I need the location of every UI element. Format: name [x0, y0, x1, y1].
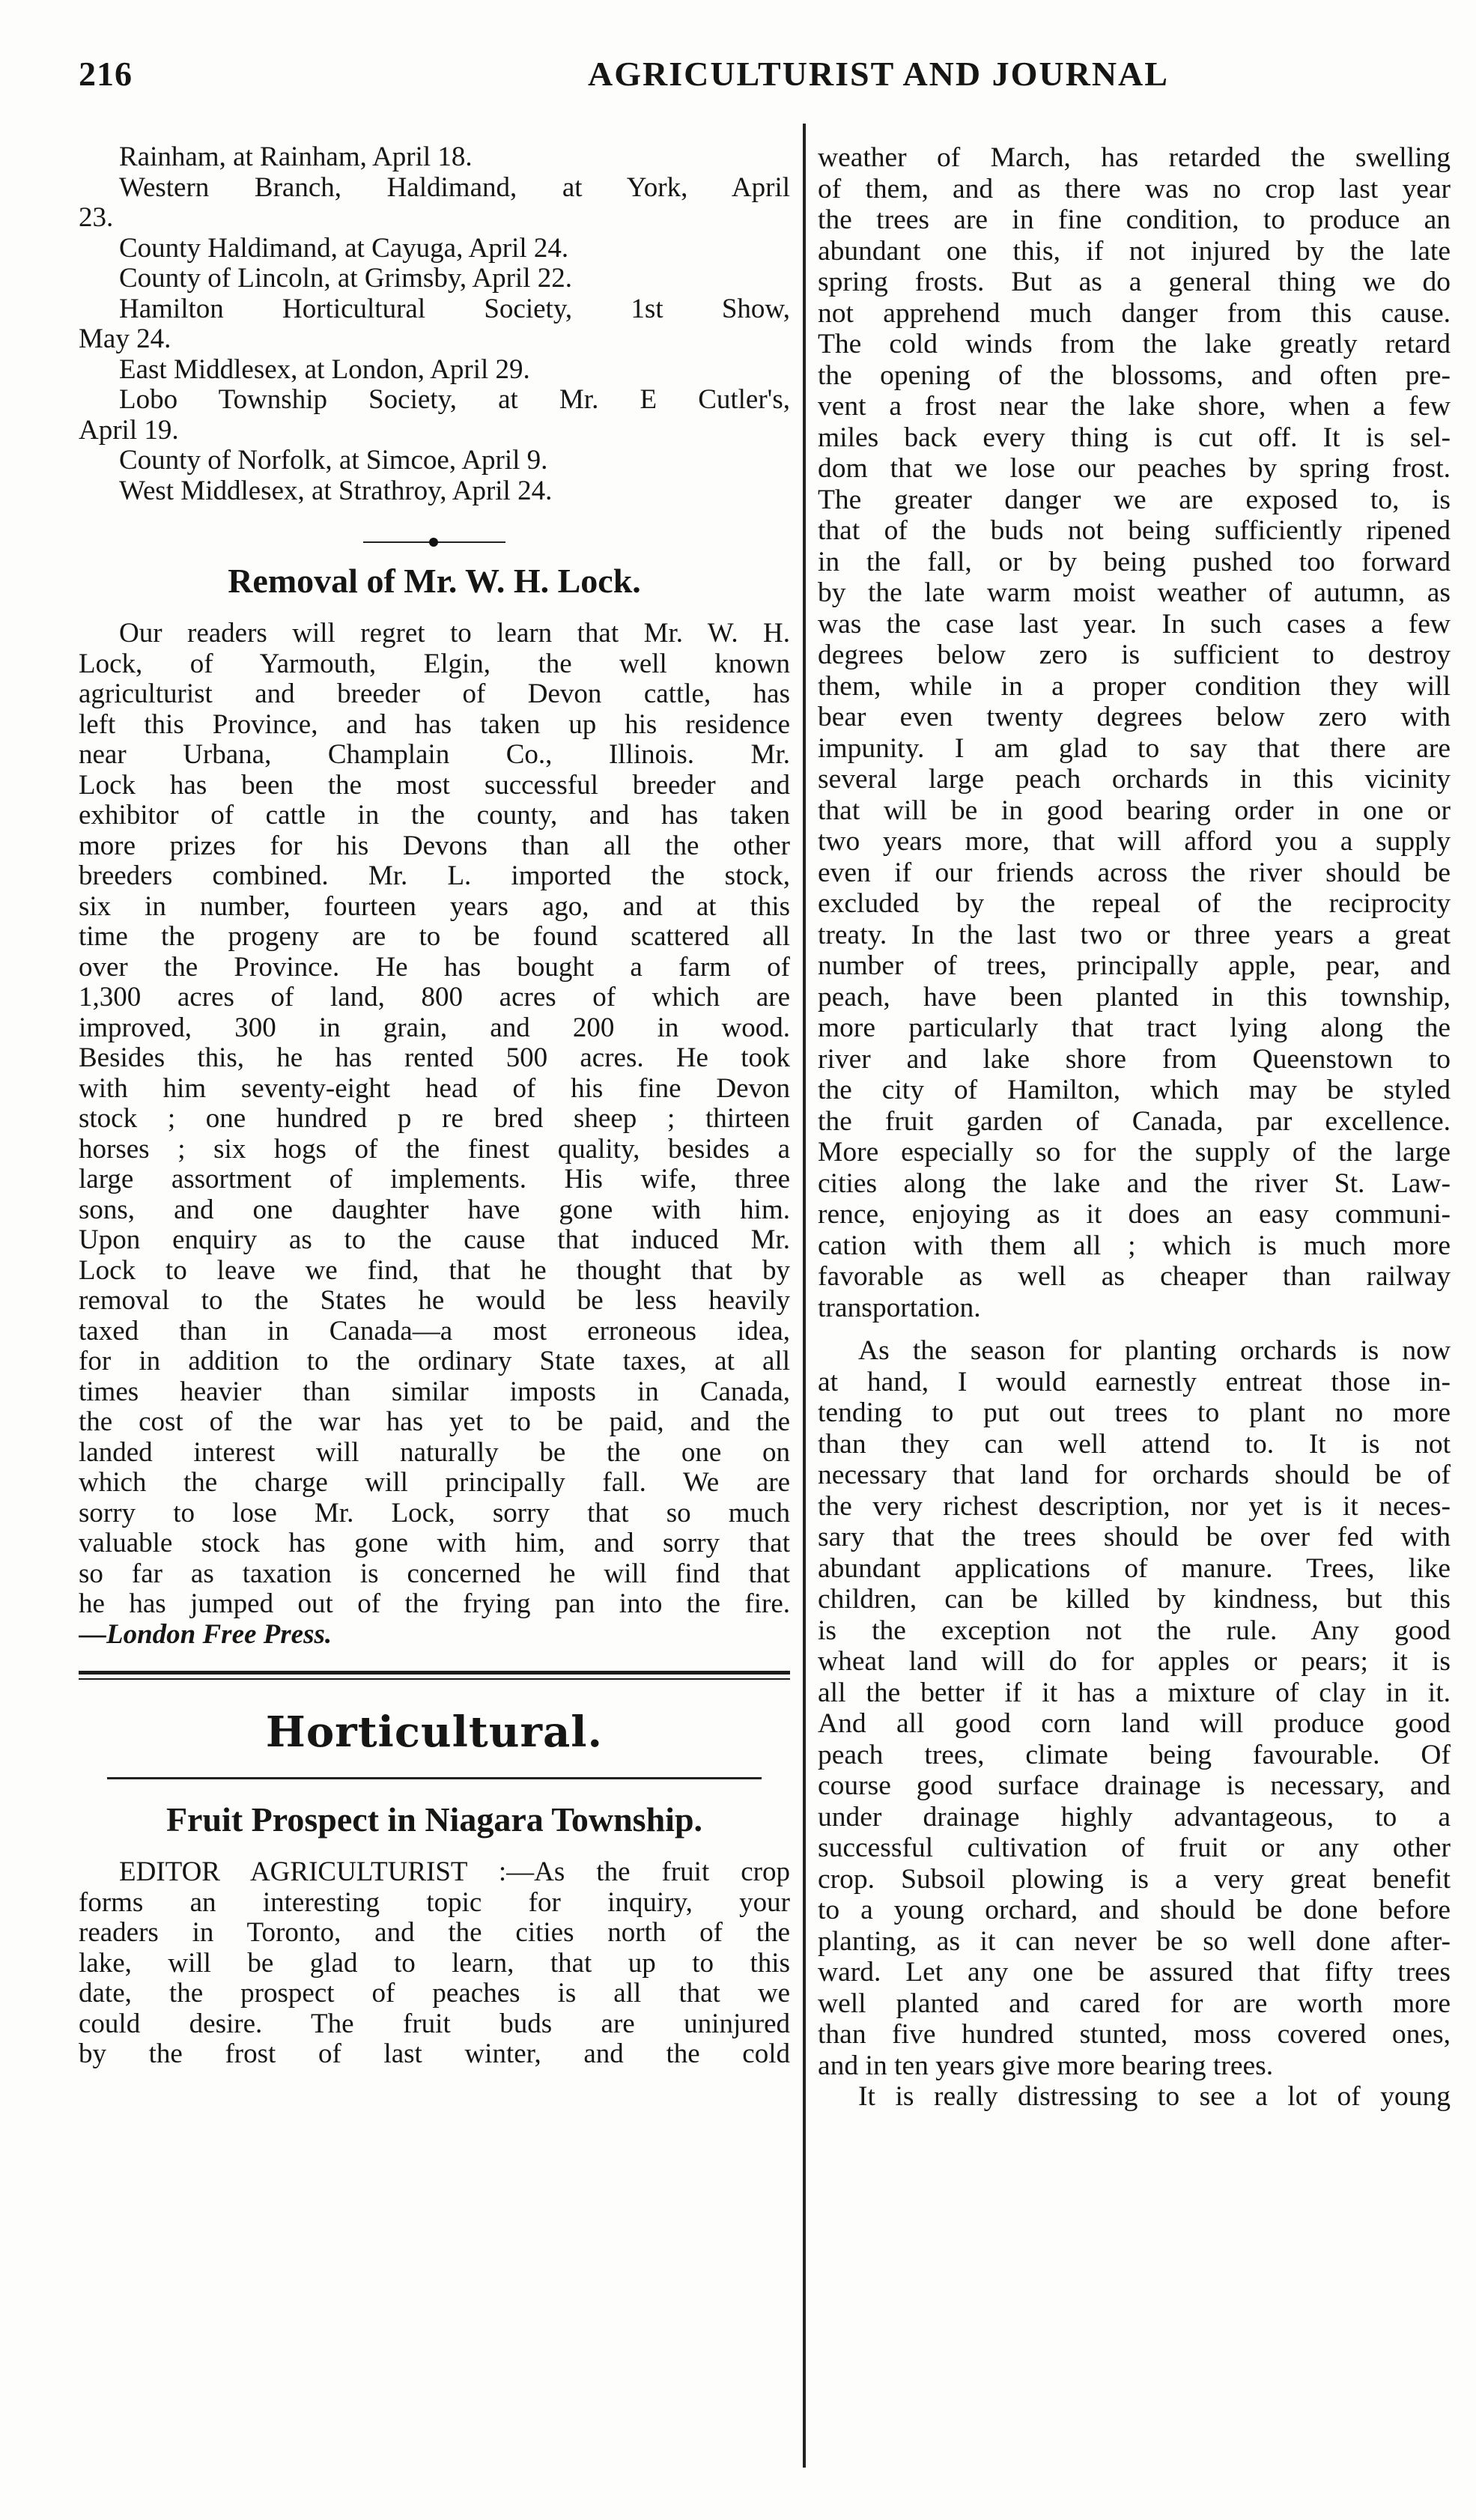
text-line: landed interest will naturally be the one on	[79, 1437, 790, 1468]
separator-dot	[429, 538, 438, 547]
text-line: could desire. The fruit buds are uninjured	[79, 2009, 790, 2039]
text-line: stock ; one hundred p re bred sheep ; thirteen	[79, 1104, 790, 1134]
text-line: —London Free Press.	[79, 1619, 332, 1650]
text-line: for in addition to the ordinary State taxes, at all	[79, 1346, 790, 1376]
text-line: 1,300 acres of land, 800 acres of which are	[79, 983, 790, 1012]
text-line: which the charge will principally fall. We are	[79, 1468, 790, 1498]
text-line: the cost of the war has yet to be paid, and the	[79, 1407, 790, 1437]
left-column	[79, 142, 790, 2070]
section-double-rule	[79, 1671, 790, 1686]
text-line: that of the buds not being sufficiently ripened	[818, 515, 1451, 546]
text-line: by the late warm moist weather of autumn, as	[818, 577, 1451, 608]
text-line: West Middlesex, at Strathroy, April 24.	[119, 476, 553, 506]
heading-rule	[107, 1777, 762, 1779]
text-line: sorry to lose Mr. Lock, sorry that so much	[79, 1498, 790, 1528]
text-line: taxed than in Canada—a most erroneous idea,	[79, 1316, 790, 1346]
text-line: the opening of the blossoms, and often pre-	[818, 359, 1451, 391]
text-line: in the fall, or by being pushed too forward	[818, 546, 1451, 577]
section-separator	[79, 532, 790, 553]
text-line: six in number, fourteen years ago, and at this	[79, 891, 790, 922]
text-line: was the case last year. In such cases a few	[818, 608, 1451, 640]
text-line: Lock to leave we find, that he thought that by	[79, 1255, 790, 1286]
paragraph-gap	[818, 1323, 1451, 1335]
text-line: treaty. In the last two or three years a great	[818, 919, 1451, 950]
text-line: ward. Let any one be assured that fifty trees	[818, 1957, 1451, 1988]
text-line: by the frost of last winter, and the cold	[79, 2039, 790, 2069]
thin-rule	[79, 1678, 790, 1680]
removal-article-title: Removal of Mr. W. H. Lock.	[228, 562, 641, 600]
text-line: is the exception not the rule. Any good	[818, 1615, 1451, 1646]
text-line: more particularly that tract lying along the	[818, 1012, 1451, 1043]
text-line: exhibitor of cattle in the county, and has taken	[79, 801, 790, 831]
text-line: rence, enjoying as it does an easy communi-	[818, 1199, 1451, 1230]
text-line: removal to the States he would be less heavily	[79, 1286, 790, 1316]
text-line: the city of Hamilton, which may be styled	[818, 1075, 1451, 1105]
text-line: even if our friends across the river should be	[818, 857, 1451, 888]
text-line: lake, will be glad to learn, that up to this	[79, 1948, 790, 1979]
text-line: with him seventy-eight head of his fine Devon	[79, 1073, 790, 1104]
text-line: valuable stock has gone with him, and sorry that	[79, 1528, 790, 1558]
text-line: children, can be killed by kindness, but this	[818, 1584, 1451, 1615]
text-line: spring frosts. But as a general thing we do	[818, 267, 1451, 297]
text-line: dom that we lose our peaches by spring frost.	[818, 453, 1451, 484]
text-line: left this Province, and has taken up his residence	[79, 709, 790, 740]
text-line: the trees are in fine condition, to produce an	[818, 204, 1451, 235]
text-line: favorable as well as cheaper than railway	[818, 1261, 1451, 1292]
text-line: peach, have been planted in this township,	[818, 981, 1451, 1012]
fruit-article-title: Fruit Prospect in Niagara Township.	[165, 1800, 703, 1839]
text-line: The cold winds from the lake greatly retard	[818, 329, 1451, 359]
text-line: County of Norfolk, at Simcoe, April 9.	[119, 446, 548, 476]
text-line: County of Lincoln, at Grimsby, April 22.	[119, 264, 572, 294]
text-line: transportation.	[818, 1292, 981, 1323]
meetings-list	[79, 142, 790, 506]
text-line: Besides this, he has rented 500 acres. He took	[79, 1043, 790, 1073]
text-line: them, while in a proper condition they will	[818, 670, 1451, 702]
text-line: planting, as it can never be so well done after-	[818, 1925, 1451, 1957]
text-line: near Urbana, Champlain Co., Illinois. Mr.	[79, 740, 790, 770]
text-line: sons, and one daughter have gone with him.	[79, 1194, 790, 1225]
text-line: vent a frost near the lake shore, when a few	[818, 391, 1451, 422]
text-line: more prizes for his Devons than all the other	[79, 831, 790, 861]
text-line: breeders combined. Mr. L. imported the stock,	[79, 861, 790, 891]
text-line: degrees below zero is sufficient to destroy	[818, 640, 1451, 670]
text-line: And all good corn land will produce good	[818, 1708, 1451, 1739]
text-line: Hamilton Horticultural Society, 1st Show,	[119, 294, 790, 324]
text-line: and in ten years give more bearing trees.	[818, 2050, 1274, 2081]
text-line: excluded by the repeal of the reciprocity	[818, 888, 1451, 919]
fruit-article-body-right	[818, 142, 1451, 2113]
text-line: cation with them all ; which is much more	[818, 1230, 1451, 1261]
text-line: The greater danger we are exposed to, is	[818, 484, 1451, 515]
text-line: under drainage highly advantageous, to a	[818, 1801, 1451, 1833]
text-line: It is really distressing to see a lot of young	[858, 2081, 1451, 2112]
text-line: that will be in good bearing order in one or	[818, 795, 1451, 826]
text-line: not apprehend much danger from this cause.	[818, 297, 1451, 329]
page-header	[79, 54, 1427, 106]
text-line: Lock has been the most successful breeder and	[79, 770, 790, 801]
text-line: Lobo Township Society, at Mr. E Cutler's,	[119, 385, 790, 415]
text-line: so far as taxation is concerned he will find that	[79, 1558, 790, 1589]
text-line: Rainham, at Rainham, April 18.	[119, 142, 473, 172]
text-line: successful cultivation of fruit or any other	[818, 1833, 1451, 1863]
fruit-article-body-left	[79, 1857, 790, 2070]
journal-title: AGRICULTURIST AND JOURNAL	[588, 55, 1169, 93]
text-line: two years more, that will afford you a supply	[818, 826, 1451, 857]
text-line: horses ; six hogs of the finest quality, besides a	[79, 1134, 790, 1165]
text-line: readers in Toronto, and the cities north of the	[79, 1918, 790, 1948]
column-divider	[803, 124, 806, 2468]
text-line: 23.	[79, 203, 114, 233]
text-line: over the Province. He has bought a farm of	[79, 952, 790, 983]
text-line: May 24.	[79, 324, 171, 354]
text-line: Lock, of Yarmouth, Elgin, the well known	[79, 649, 790, 679]
text-line: improved, 300 in grain, and 200 in wood.	[79, 1012, 790, 1043]
text-line: number of trees, principally apple, pear, and	[818, 950, 1451, 981]
text-line: at hand, I would earnestly entreat those in-	[818, 1366, 1451, 1397]
text-line: river and lake shore from Queenstown to	[818, 1043, 1451, 1075]
text-line: times heavier than similar imposts in Canada,	[79, 1376, 790, 1407]
text-line: the fruit garden of Canada, par excellence.	[818, 1105, 1451, 1137]
text-line: than five hundred stunted, moss covered ones,	[818, 2019, 1451, 2050]
text-line: all the better if it has a mixture of clay in it.	[818, 1677, 1451, 1708]
text-line: of them, and as there was no crop last year	[818, 173, 1451, 204]
text-line: cities along the lake and the river St. Law-	[818, 1168, 1451, 1199]
text-line: well planted and cared for are worth more	[818, 1988, 1451, 2019]
right-column	[818, 142, 1451, 2113]
text-line: the very richest description, nor yet is it neces-	[818, 1490, 1451, 1522]
text-line: large assortment of implements. His wife, three	[79, 1165, 790, 1194]
text-line: wheat land will do for apples or pears; it is	[818, 1646, 1451, 1677]
text-line: EDITOR AGRICULTURIST :—As the fruit crop	[119, 1857, 790, 1887]
text-line: miles back every thing is cut off. It is sel-	[818, 422, 1451, 453]
text-line: than they can well attend to. It is not	[818, 1428, 1451, 1460]
text-line: More especially so for the supply of the large	[818, 1137, 1451, 1168]
text-line: As the season for planting orchards is now	[858, 1335, 1451, 1366]
text-line: abundant applications of manure. Trees, like	[818, 1552, 1451, 1584]
text-line: Our readers will regret to learn that Mr. W. H.	[119, 619, 790, 649]
text-line: forms an interesting topic for inquiry, your	[79, 1887, 790, 1918]
text-line: East Middlesex, at London, April 29.	[119, 354, 530, 385]
text-line: Upon enquiry as to the cause that induced Mr.	[79, 1225, 790, 1255]
text-line: Western Branch, Haldimand, at York, April	[119, 172, 790, 203]
text-line: sary that the trees should be over fed with	[818, 1522, 1451, 1552]
text-line: April 19.	[79, 415, 179, 446]
removal-article-body	[79, 619, 790, 1650]
text-line: crop. Subsoil plowing is a very great benefit	[818, 1863, 1451, 1895]
text-line: weather of March, has retarded the swelling	[818, 142, 1451, 173]
page-number: 216	[79, 55, 133, 93]
text-line: abundant one this, if not injured by the late	[818, 235, 1451, 267]
text-line: agriculturist and breeder of Devon cattle, has	[79, 679, 790, 709]
text-line: date, the prospect of peaches is all that we	[79, 1979, 790, 2009]
text-line: time the progeny are to be found scattered all	[79, 922, 790, 952]
text-line: peach trees, climate being favourable. Of	[818, 1739, 1451, 1770]
text-line: he has jumped out of the frying pan into the fire.	[79, 1589, 790, 1619]
text-line: several large peach orchards in this vicinity	[818, 764, 1451, 795]
text-line: to a young orchard, and should be done before	[818, 1895, 1451, 1925]
text-line: County Haldimand, at Cayuga, April 24.	[119, 233, 569, 264]
text-line: impunity. I am glad to say that there are	[818, 732, 1451, 764]
section-heading-horticultural: Horticultural.	[265, 1707, 604, 1757]
text-line: necessary that land for orchards should be of	[818, 1460, 1451, 1490]
text-line: course good surface drainage is necessary, and	[818, 1770, 1451, 1801]
thick-rule	[79, 1671, 790, 1675]
text-line: tending to put out trees to plant no more	[818, 1397, 1451, 1428]
text-line: bear even twenty degrees below zero with	[818, 702, 1451, 732]
